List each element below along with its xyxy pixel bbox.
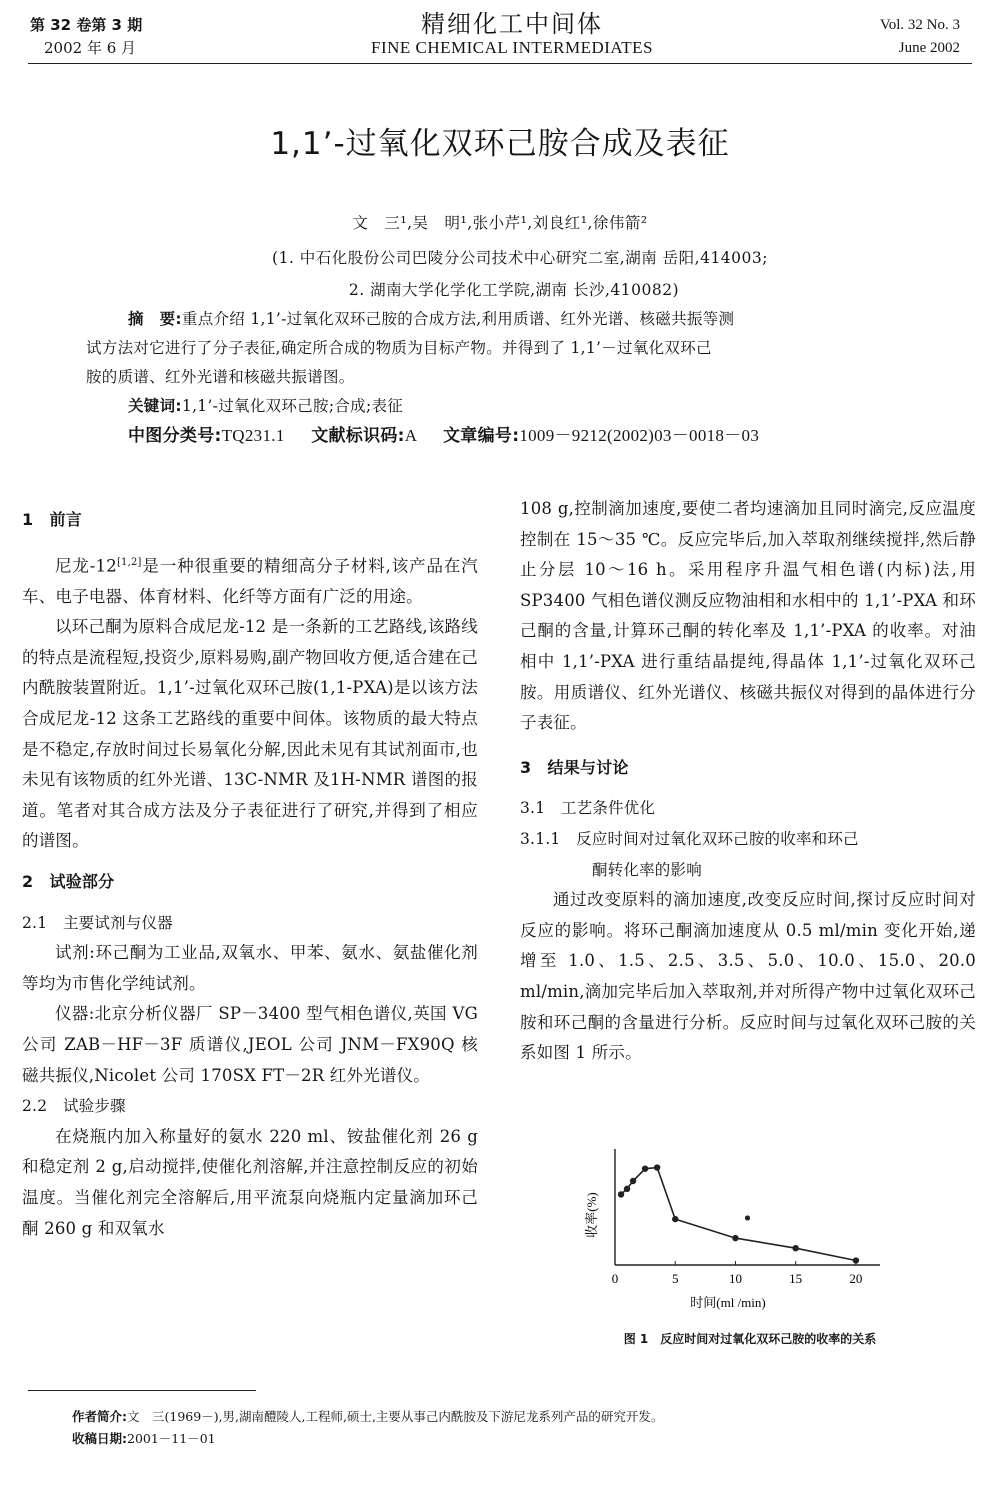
para-procedure-cont: 108 g,控制滴加速度,要使二者均速滴加且同时滴完,反应温度控制在 15～35 ℃。反应完毕后,加入萃取剂继续搅拌,然后静止分层 10～16 h。采用程序升温气相色谱(内标)法,用 SP3400 气相色谱仪测反应物油相和水相中的 1,1’-PXA 和环己酮的含量,计算环己酮的转化率及 1,1’-PXA 的收率。对油相中 1,1’-PXA 进行重结晶提纯,得晶体 1,1’-过氧化双环己胺。用质谱仪、红外光谱仪、核磁共振仪对得到的晶体进行分子表征。 — [520, 499, 976, 733]
affiliation-2: 2. 湖南大学化学化工学院,湖南 长沙,410082) — [348, 281, 680, 299]
para-reaction-time: 通过改变原料的滴加速度,改变反应时间,探讨反应时间对反应的影响。将环己酮滴加速度从 0.5 ml/min 变化开始,递增至 1.0、1.5、2.5、3.5、5.0、10.0、15.0、20.0 ml/min,滴加完毕后加入萃取剂,并对所得产物中过氧化双环己胺和环己酮的含量进行分析。反应时间与过氧化双环己胺的关系如图 1 所示。 — [520, 890, 976, 1063]
x-tick-label-20: 20 — [849, 1271, 863, 1286]
para-procedure: 在烧瓶内加入称量好的氨水 220 ml、铵盐催化剂 26 g 和稳定剂 2 g,启动搅拌,使催化剂溶解,并注意控制反应的初始温度。当催化剂完全溶解后,用平流泵向烧瓶内定量滴加环己酮 260 g 和双氧水 — [22, 1126, 478, 1238]
classification-label: 中图分类号: — [128, 426, 222, 446]
doc-code-label: 文献标识码: — [311, 426, 405, 446]
abstract-label: 摘 要: — [128, 310, 182, 328]
section-3-1-1-heading-line-2: 酮转化率的影响 — [592, 860, 702, 879]
journal-title-cn: 精细化工中间体 — [421, 10, 603, 38]
figure-1-chart — [570, 1145, 900, 1315]
footnote — [72, 1406, 952, 1450]
section-2-2-heading: 2.2 试验步骤 — [22, 1097, 126, 1116]
volume-issue-en: Vol. 32 No. 3 — [879, 17, 960, 33]
abstract-line-1: 重点介绍 1,1’-过氧化双环己胺的合成方法,利用质谱、红外光谱、核磁共振等测 — [181, 310, 735, 328]
author-bio: 文 三(1969－),男,湖南醴陵人,工程师,硕士,主要从事己内酰胺及下游尼龙系列产品的研究开发。 — [127, 1409, 664, 1424]
data-point — [732, 1235, 738, 1241]
header-rule — [28, 63, 972, 64]
section-2-heading: 2 试验部分 — [22, 872, 115, 892]
volume-issue-cn: 第 32 卷第 3 期 — [30, 16, 143, 34]
data-point — [654, 1164, 660, 1170]
abstract-line-3: 胺的质谱、红外光谱和核磁共振谱图。 — [86, 368, 355, 386]
received-date-label: 收稿日期: — [72, 1431, 127, 1446]
affiliation-1: (1. 中石化股份公司巴陵分公司技术中心研究二室,湖南 岳阳,414003; — [272, 249, 768, 267]
x-tick-label-10: 10 — [728, 1271, 742, 1286]
keywords: 1,1’-过氧化双环己胺;合成;表征 — [181, 397, 404, 415]
yield-curve — [621, 1168, 856, 1261]
abstract — [86, 305, 926, 451]
chart-y-label: 收率(%) — [584, 1192, 599, 1238]
footnote-rule — [28, 1390, 256, 1391]
data-point — [853, 1257, 859, 1263]
para-intro-1: 尼龙-12[1,2]是一种很重要的精细高分子材料,该产品在汽车、电子电器、体育材料、化纤等方面有广泛的用途。 — [22, 556, 478, 606]
data-point — [792, 1245, 798, 1251]
chart-x-label: 时间(ml /min) — [690, 1295, 766, 1310]
section-2-1-heading: 2.1 主要试剂与仪器 — [22, 913, 173, 932]
right-column — [520, 494, 976, 1069]
data-point — [618, 1191, 624, 1197]
data-point — [642, 1165, 648, 1171]
journal-title-en: FINE CHEMICAL INTERMEDIATES — [370, 38, 654, 57]
data-point-outlier — [745, 1215, 750, 1220]
para-intro-2: 以环己酮为原料合成尼龙-12 是一条新的工艺路线,该路线的特点是流程短,投资少,原料易购,副产物回收方便,适合建在己内酰胺装置附近。1,1’-过氧化双环己胺(1,1-PXA)是以该方法合成尼龙-12 这条工艺路线的重要中间体。该物质的最大特点是不稳定,存放时间过长易氧化分解,因此未见有其试剂面市,也未见有该物质的红外光谱、13C-NMR 及1H-NMR 谱图的报道。笔者对其合成方法及分子表征进行了研究,并得到了相应的谱图。 — [22, 617, 478, 851]
section-3-1-1-heading-line-1: 3.1.1 反应时间对过氧化双环己胺的收率和环己 — [520, 829, 859, 848]
classification-code: TQ231.1 — [221, 426, 285, 445]
authors: 文 三¹,吴 明¹,张小芹¹,刘良红¹,徐伟箭² — [352, 214, 648, 232]
section-3-1-heading: 3.1 工艺条件优化 — [520, 799, 656, 818]
date-cn: 2002 年 6 月 — [44, 39, 137, 57]
keywords-label: 关键词: — [128, 397, 182, 415]
x-tick-label-15: 15 — [789, 1271, 803, 1286]
para-reagents: 试剂:环己酮为工业品,双氧水、甲苯、氨水、氨盐催化剂等均为市售化学纯试剂。 — [22, 943, 478, 993]
x-tick-label-0: 0 — [611, 1271, 619, 1286]
figure-1-caption: 图 1 反应时间对过氧化双环己胺的收率的关系 — [623, 1332, 877, 1346]
data-point — [624, 1186, 630, 1192]
date-en: June 2002 — [898, 40, 960, 56]
article-number-label: 文章编号: — [443, 426, 520, 446]
data-point — [630, 1178, 636, 1184]
left-column — [22, 505, 478, 1244]
section-1-heading: 1 前言 — [22, 510, 82, 529]
abstract-line-2: 试方法对它进行了分子表征,确定所合成的物质为目标产物。并得到了 1,1’－过氧化双环己 — [86, 339, 712, 357]
received-date: 2001－11－01 — [127, 1431, 216, 1446]
section-3-heading: 3 结果与讨论 — [520, 757, 629, 777]
author-bio-label: 作者简介: — [72, 1409, 127, 1424]
para-instruments: 仪器:北京分析仪器厂 SP－3400 型气相色谱仪,英国 VG 公司 ZAB－HF－3F 质谱仪,JEOL 公司 JNM－FX90Q 核磁共振仪,Nicolet 公司 170SX FT－2R 红外光谱仪。 — [22, 1004, 478, 1085]
doc-code: A — [404, 426, 417, 445]
article-title: 1,1’-过氧化双环己胺合成及表征 — [270, 126, 730, 162]
data-point — [672, 1216, 678, 1222]
x-tick-label-5: 5 — [671, 1271, 679, 1286]
article-number: 1009－9212(2002)03－0018－03 — [519, 426, 760, 445]
